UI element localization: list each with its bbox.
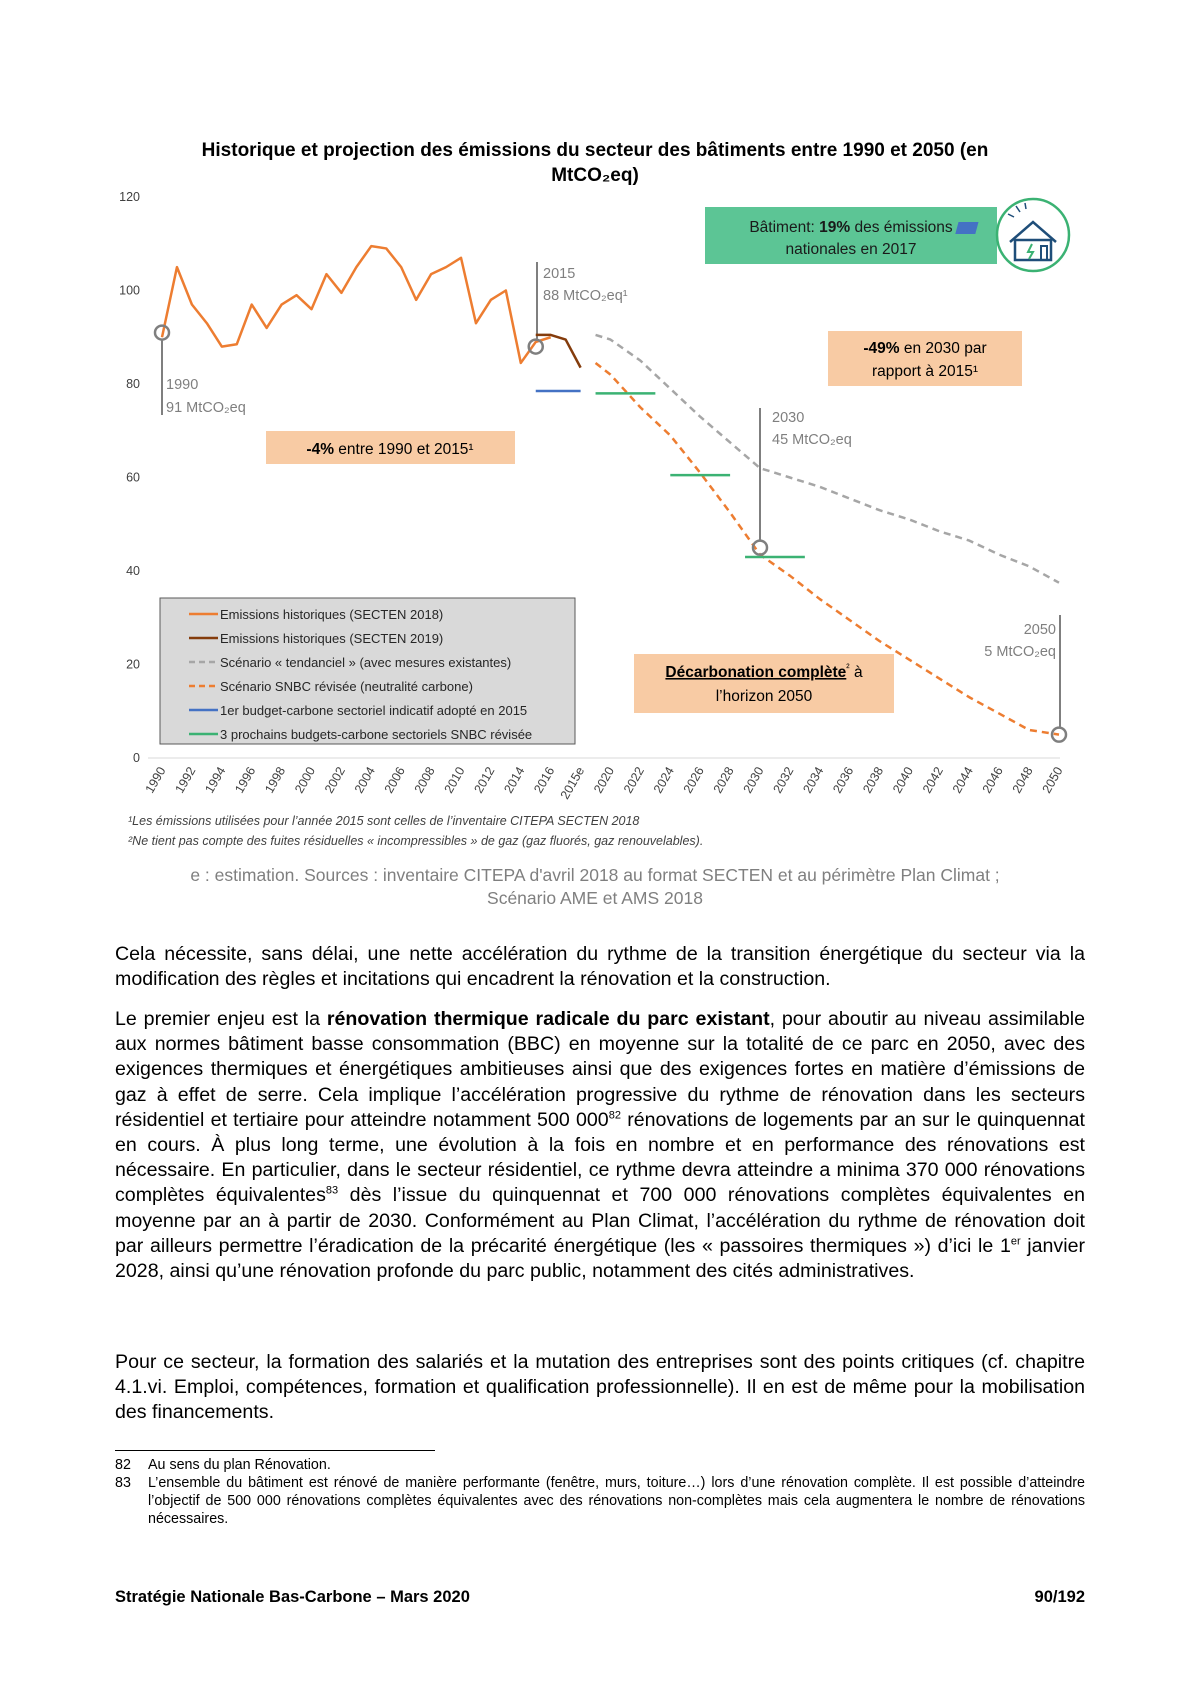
x-tick-label: 2036: [830, 764, 857, 796]
decarbonation-box-line1: Décarbonation complète$^{^2}$ à: [665, 663, 863, 681]
annotation-2050-value: 5 MtCO₂eq: [984, 644, 1056, 660]
footnote-ref-83[interactable]: 83: [325, 1184, 339, 1197]
x-tick-label: 2042: [919, 764, 946, 796]
legend-label: Emissions historiques (SECTEN 2018): [220, 607, 444, 622]
y-tick-label: 100: [119, 283, 140, 298]
paragraph-2-part-c: , pour aboutir au niveau assimilable aux normes bâtiment basse consommation (BBC) en moyenne sur la totalité de ce parc en 2050, avec des exigences thermiques et énergétiques ambitieuses ainsi que des exigences fortes en matière d’émissions de gaz à effet de serre. Cela implique l’accélération progressive du rythme de rénovation dans les secteurs résidentiel et tertiaire pour atteindre notamment 500 000: [115, 1008, 1085, 1131]
x-tick-label: 2030: [740, 764, 767, 796]
minus49-box-line1: -49% en 2030 par: [863, 340, 987, 357]
y-tick-label: 20: [126, 657, 140, 672]
x-tick-label: 1990: [142, 764, 169, 796]
x-tick-label: 1998: [262, 764, 289, 796]
paragraph-2: [115, 1007, 1085, 1284]
x-tick-label: 2040: [890, 764, 917, 796]
x-tick-label: 2010: [441, 764, 468, 796]
x-tick-label: 2026: [680, 764, 707, 796]
footnote-83-number: 83: [115, 1475, 131, 1491]
batiment-box-line2: nationales en 2017: [785, 241, 917, 258]
figure-source-line1: e : estimation. Sources : inventaire CITEPA d'avril 2018 au format SECTEN et au périmètre Plan Climat ;: [190, 865, 1000, 885]
footnote-separator: [115, 1450, 435, 1451]
annotation-1990-year: 1990: [166, 377, 199, 393]
annotation-2030-value: 45 MtCO₂eq: [772, 432, 852, 448]
footnote-82: [115, 1456, 1085, 1474]
footer-document-title: Stratégie Nationale Bas-Carbone – Mars 2020: [115, 1588, 470, 1606]
figure-source: [120, 864, 1070, 910]
figure-source-line2: Scénario AME et AMS 2018: [487, 888, 703, 908]
footnote-82-text: Au sens du plan Rénovation.: [148, 1457, 331, 1473]
paragraph-2-part-f: janvier 2028, ainsi qu’une rénovation profonde du parc public, notamment des cités administratives.: [115, 1234, 1085, 1283]
legend-label: 3 prochains budgets-carbone sectoriels SNBC révisée: [220, 727, 533, 742]
x-tick-label: 2000: [292, 764, 319, 796]
paragraph-1: Cela nécessite, sans délai, une nette accélération du rythme de la transition énergétique du secteur via la modification des règles et incitations qui encadrent la rénovation et la construction.: [115, 943, 1085, 991]
x-tick-label: 2024: [650, 764, 677, 796]
annotation-1990-value: 91 MtCO₂eq: [166, 400, 246, 416]
legend-label: 1er budget-carbone sectoriel indicatif adopté en 2015: [220, 703, 528, 718]
x-tick-label: 2002: [321, 764, 348, 796]
x-tick-label: 2050: [1039, 764, 1066, 796]
paragraph-3: Pour ce secteur, la formation des salariés et la mutation des entreprises sont des points critiques (cf. chapitre 4.1.vi. Emploi, compétences, formation et qualification professionnelle). Il en est de même pour la mobilisation des financements.: [115, 1351, 1085, 1424]
x-tick-label: 2034: [800, 764, 827, 796]
figure-footnote-1: ¹Les émissions utilisées pour l’année 2015 sont celles de l’inventaire CITEPA SECTEN 2018: [128, 814, 640, 828]
figure-footnote-2: ²Ne tient pas compte des fuites résiduelles « incompressibles » de gaz (gaz fluorés, gaz renouvelables).: [128, 834, 704, 848]
annotation-2015-year: 2015: [543, 266, 576, 282]
x-tick-label: 1992: [172, 764, 199, 796]
x-axis-ticks: [143, 764, 1066, 801]
footnote-82-number: 82: [115, 1457, 131, 1473]
figure-title-line2: MtCO₂eq): [551, 165, 639, 186]
minus4-box-text: -4% entre 1990 et 2015¹: [306, 441, 474, 458]
footnote-83-text: L’ensemble du bâtiment est rénové de manière performante (fenêtre, murs, toiture…) lors d’une rénovation complète. Il est possible d’atteindre l’objectif de 500 000 rénovations complètes équivalentes avec des rénovations non-complètes mais cela augmentera le nombre de rénovations nécessaires.: [148, 1475, 1085, 1527]
y-tick-label: 0: [133, 751, 140, 765]
x-tick-label: 2048: [1009, 764, 1036, 796]
x-tick-label: 2015e: [557, 764, 588, 802]
superscript-er: er: [1010, 1235, 1021, 1248]
annotation-2030-year: 2030: [772, 410, 805, 426]
series-line-0: [162, 246, 551, 363]
y-axis-ticks: [119, 190, 140, 765]
minus49-box-line2: rapport à 2015¹: [872, 363, 978, 380]
legend-label: Scénario SNBC révisée (neutralité carbone): [220, 679, 473, 694]
x-tick-label: 2016: [531, 764, 558, 796]
paragraph-2-part-a: Le premier enjeu est la: [115, 1008, 327, 1030]
decarbonation-box-line2: l’horizon 2050: [715, 688, 813, 705]
figure-title-line1: Historique et projection des émissions du secteur des bâtiments entre 1990 et 2050 (en: [201, 140, 989, 161]
x-tick-label: 2046: [979, 764, 1006, 796]
x-tick-label: 2004: [351, 764, 378, 796]
paragraph-2-part-d: rénovations de logements par an sur le quinquennat en cours. À plus long terme, une évolution à la fois en nombre et en performance des rénovations est nécessaire. En particulier, dans le secteur résidentiel, ce rythme devra atteindre a minima 370 000 rénovations complètes équivalentes: [115, 1108, 1086, 1207]
y-tick-label: 60: [126, 470, 140, 485]
footnote-83: [115, 1474, 1085, 1528]
annotation-2015-value: 88 MtCO₂eq¹: [543, 288, 628, 304]
footer-page-number: 90/192: [1034, 1588, 1085, 1606]
x-tick-label: 2008: [411, 764, 438, 796]
paragraph-2-part-e: dès l’issue du quinquennat et 700 000 rénovations complètes équivalentes en moyenne par an à partir de 2030. Conformément au Plan Climat, l’accélération du rythme de rénovation doit par ailleurs permettre l’éradication de la précarité énergétique (les « passoires thermiques ») d’ici le 1: [115, 1184, 1085, 1257]
x-tick-label: 2022: [620, 764, 647, 796]
footnote-ref-82[interactable]: 82: [608, 1109, 621, 1122]
y-tick-label: 40: [126, 564, 140, 578]
legend-label: Emissions historiques (SECTEN 2019): [220, 631, 444, 646]
batiment-box-line1: Bâtiment: 19% des émissions: [749, 219, 953, 236]
x-tick-label: 2028: [710, 764, 737, 796]
x-tick-label: 2006: [381, 764, 408, 796]
x-tick-label: 1996: [232, 764, 259, 796]
y-tick-label: 80: [126, 377, 140, 391]
y-tick-label: 120: [119, 190, 140, 204]
x-tick-label: 2020: [591, 764, 618, 796]
x-tick-label: 2038: [860, 764, 887, 796]
x-tick-label: 1994: [202, 764, 229, 796]
paragraph-2-bold: rénovation thermique radicale du parc existant: [326, 1008, 770, 1030]
x-tick-label: 2014: [501, 764, 528, 796]
annotation-2050-year: 2050: [1023, 622, 1056, 638]
x-tick-label: 2012: [471, 764, 498, 796]
x-tick-label: 2032: [770, 764, 797, 796]
legend-label: Scénario « tendanciel » (avec mesures existantes): [220, 655, 512, 670]
x-tick-label: 2044: [949, 764, 976, 796]
